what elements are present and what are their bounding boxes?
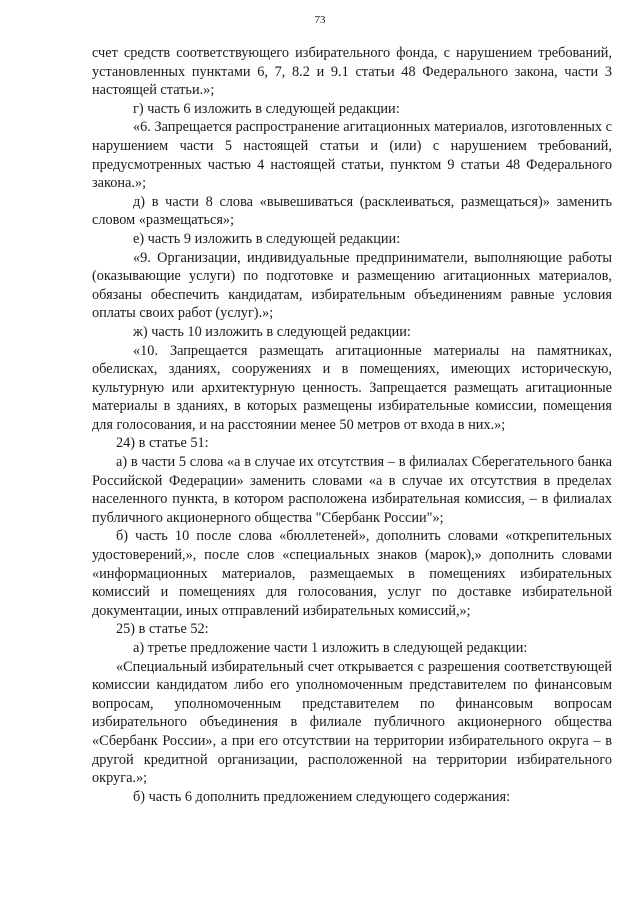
- paragraph-item-d: д) в части 8 слова «вывешиваться (расклеиваться, размещаться)» заменить словом «размещаться»;: [92, 193, 612, 229]
- document-body: [92, 44, 612, 806]
- paragraph-quote-6: «6. Запрещается распространение агитационных материалов, изготовленных с нарушением части 5 настоящей статьи и (или) с нарушением требований, предусмотренных частью 4 настоящей статьи, пунктом 9 статьи 48 Федерального закона.»;: [92, 119, 612, 192]
- paragraph-quote-special-account: «Специальный избирательный счет открывается с разрешения соответствующей комиссии кандидатом либо его уполномоченным представителем по финансовым вопросам, уполномоченным представителем по финансовым вопросам избирательного объединения в филиале публичного акционерного общества «Сбербанк России», а при его отсутствии на территории избирательного округа – в другой кредитной организации, расположенной на территории избирательного округа.»;: [92, 658, 612, 787]
- paragraph-article-52: 25) в статье 52:: [116, 621, 209, 638]
- page-number: 73: [314, 14, 326, 26]
- paragraph-quote-10: «10. Запрещается размещать агитационные материалы на памятниках, обелисках, зданиях, сооружениях и в помещениях, имеющих историческую, культурную или архитектурную ценность. Запрещается размещать агитационные материалы в зданиях, в которых размещены избирательные комиссии, помещения для голосования, и на расстоянии менее 50 метров от входа в них.»;: [92, 342, 612, 433]
- paragraph-article-52-b: б) часть 6 дополнить предложением следующего содержания:: [133, 788, 511, 805]
- paragraph-continuation: счет средств соответствующего избирательного фонда, с нарушением требований, установленных пунктами 6, 7, 8.2 и 9.1 статьи 48 Федерального закона, части 3 настоящей статьи.»;: [92, 45, 612, 99]
- paragraph-article-52-a: а) третье предложение части 1 изложить в следующей редакции:: [133, 640, 528, 656]
- paragraph-article-51: 24) в статье 51:: [116, 435, 209, 452]
- paragraph-item-e: е) часть 9 изложить в следующей редакции:: [133, 230, 401, 247]
- paragraph-item-zh: ж) часть 10 изложить в следующей редакции:: [133, 323, 411, 340]
- paragraph-item-g: г) часть 6 изложить в следующей редакции:: [133, 100, 400, 117]
- paragraph-article-51-a: а) в части 5 слова «а в случае их отсутствия – в филиалах Сберегательного банка Российской Федерации» заменить словами «а в случае их отсутствия в пределах населенного пункта, в котором расположена избирательная комиссия, – в филиалах публичного акционерного общества "Сбербанк России"»;: [92, 454, 612, 526]
- paragraph-article-51-b: б) часть 10 после слова «бюллетеней», дополнить словами «открепительных удостоверений,», после слов «специальных знаков (марок),» дополнить словами «информационных материалов, размещаемых в помещениях избирательных комиссий и помещениях для голосования, услуг по доставке избирательной документации, иных отправлений избирательных комиссий,»;: [92, 528, 612, 619]
- paragraph-quote-9: «9. Организации, индивидуальные предприниматели, выполняющие работы (оказывающие услуги) по подготовке и размещению агитационных материалов, обязаны обеспечить кандидатам, избирательным объединениям равные условия оплаты своих работ (услуг).»;: [92, 249, 612, 322]
